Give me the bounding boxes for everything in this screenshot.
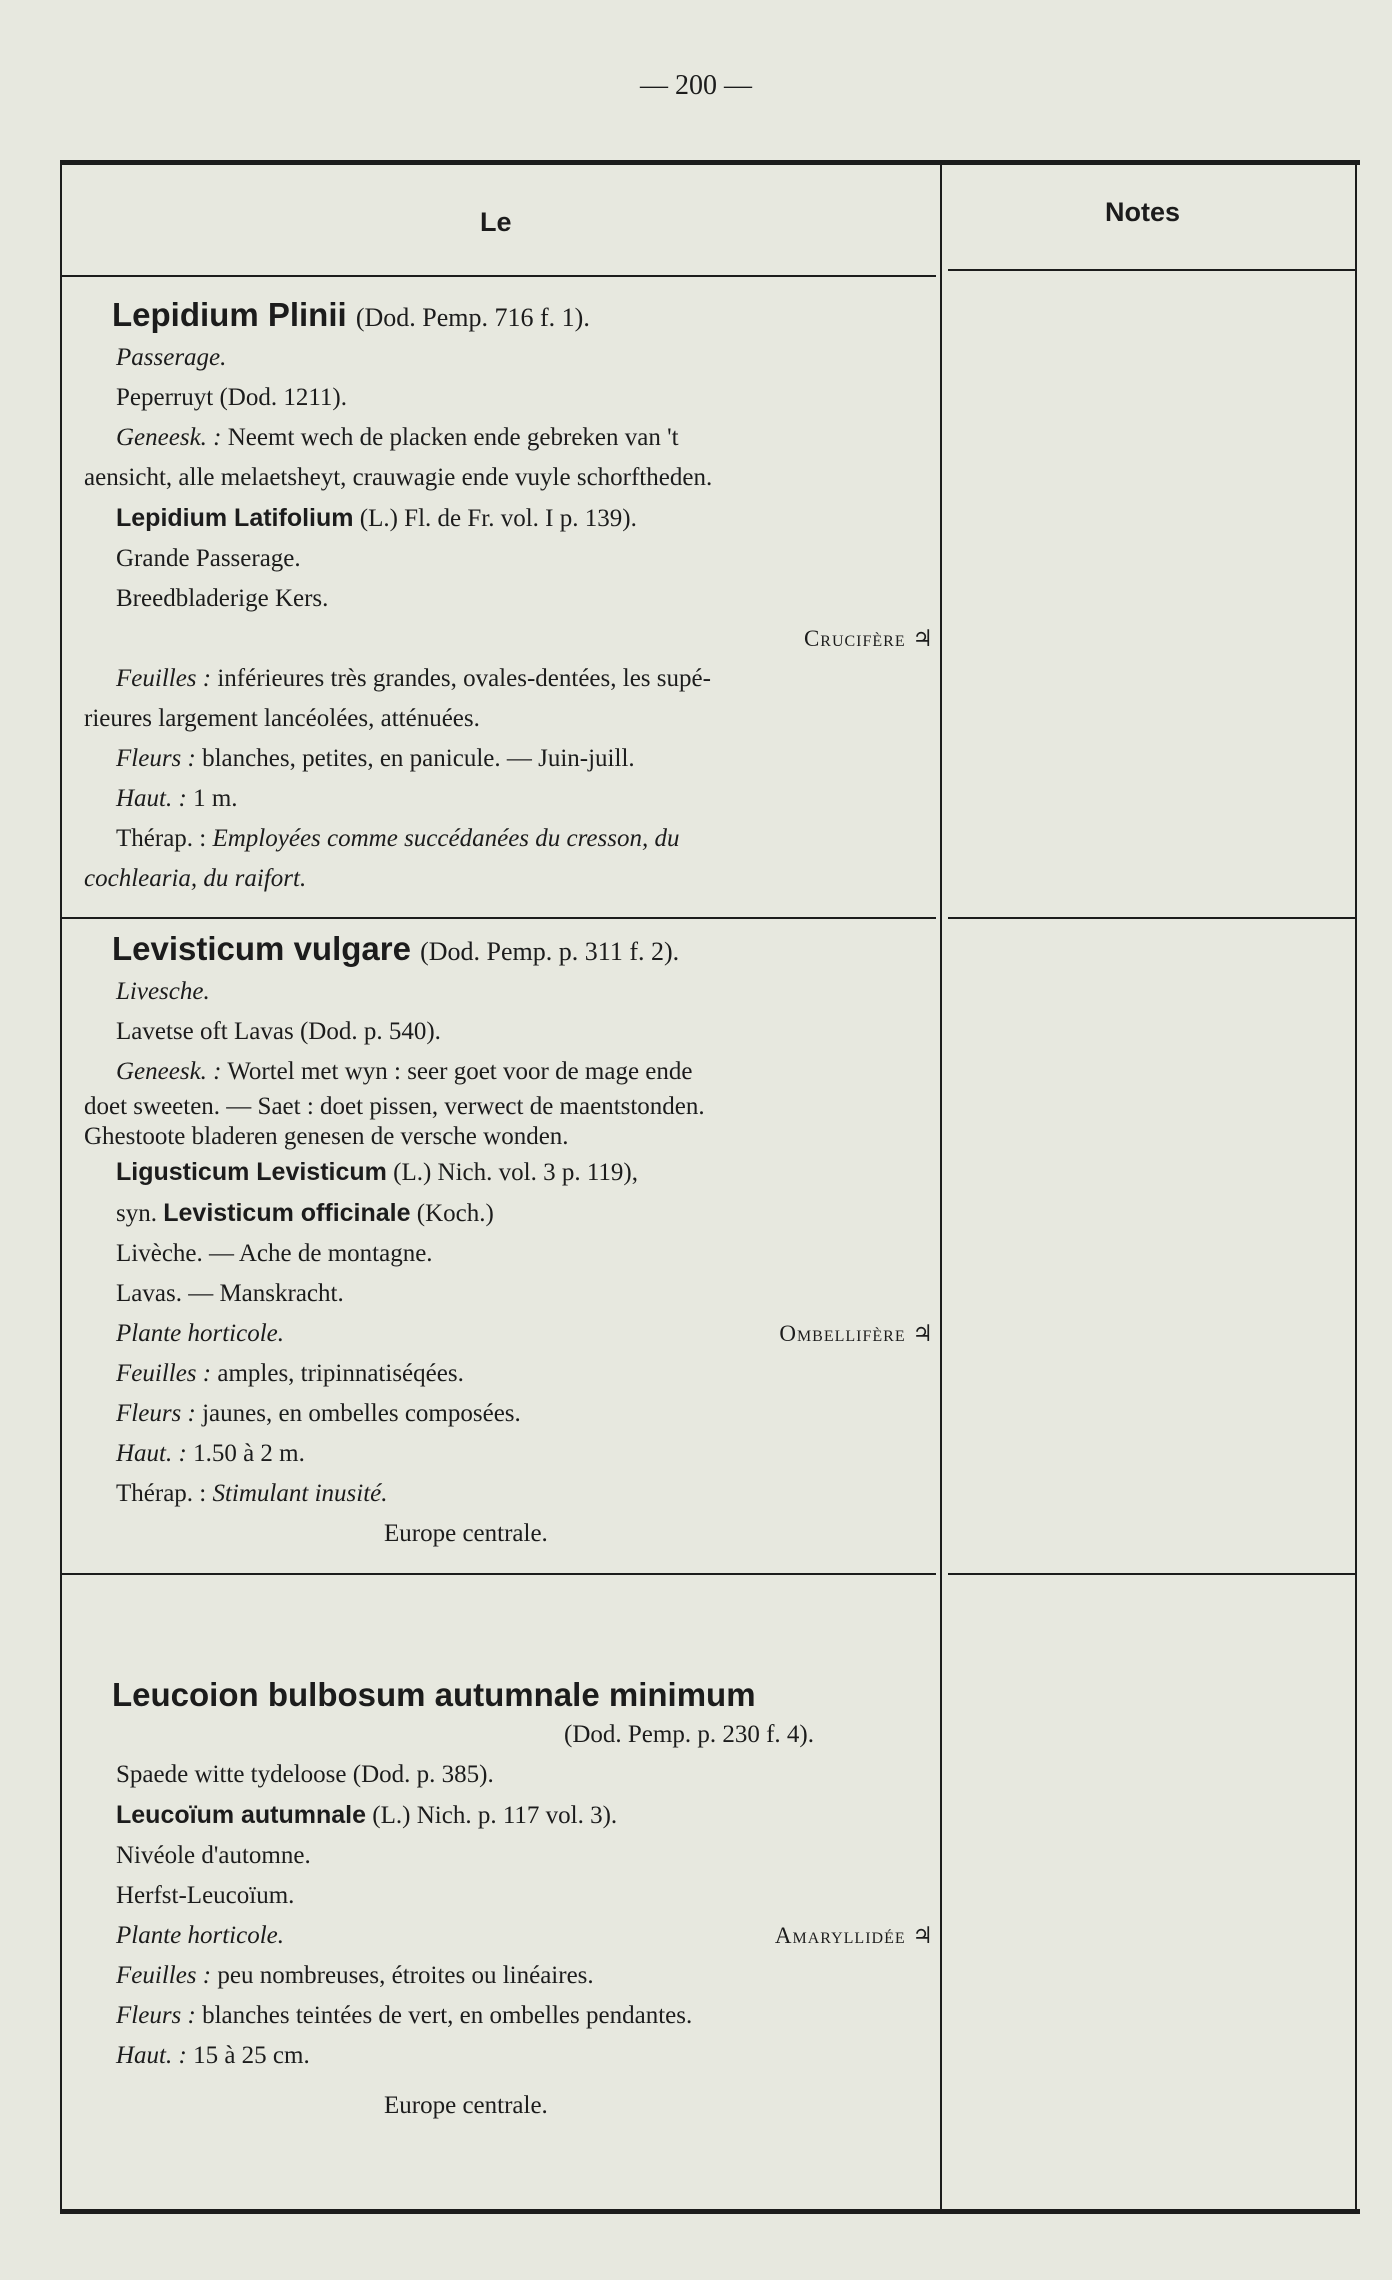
column-header-notes: Notes	[1105, 197, 1181, 227]
entry-line: Feuilles : amples, tripinnatiséqées.	[116, 1360, 464, 1387]
entry-lepidium-plinii	[84, 295, 964, 899]
column-header-le: Le	[480, 207, 512, 237]
entry-title: Leucoion bulbosum autumnale minimum	[112, 1676, 756, 1713]
entry-title: Lepidium Plinii (Dod. Pemp. 716 f. 1).	[112, 296, 590, 333]
species-name: Ligusticum Levisticum	[116, 1158, 387, 1186]
entry-line: Geneesk. : Wortel met wyn : seer goet voor de mage ende	[116, 1058, 693, 1085]
entry-line: Geneesk. : Neemt wech de placken ende gebreken van 't	[116, 424, 679, 451]
entry-line: Spaede witte tydeloose (Dod. p. 385).	[116, 1761, 494, 1788]
entry-line: Thérap. : Stimulant inusité.	[116, 1480, 388, 1507]
entry-line: Feuilles : inférieures très grandes, ovales-dentées, les supé-	[116, 665, 711, 692]
entry-line: Fleurs : blanches, petites, en panicule. — Juin-juill.	[116, 745, 635, 772]
plant-family: Amaryllidée ♃	[774, 1923, 934, 1948]
line-label: Plante horticole.	[116, 1320, 285, 1347]
entry-line: syn. Levisticum officinale (Koch.)	[116, 1199, 494, 1227]
species-name: Leucoïum autumnale	[116, 1801, 367, 1829]
entry-line: Thérap. : Employées comme succédanées du cresson, du	[116, 825, 680, 852]
entry-line: Grande Passerage.	[116, 545, 301, 572]
entry-line: aensicht, alle melaetsheyt, crauwagie ende vuyle schorftheden.	[84, 464, 713, 491]
entry-line: Fleurs : jaunes, en ombelles composées.	[116, 1400, 521, 1427]
line-label: Feuilles :	[116, 1962, 212, 1989]
line-label: Haut. :	[116, 1440, 187, 1467]
line-label: Thérap. :	[116, 1480, 207, 1507]
header-divider-left	[60, 275, 936, 277]
entry-line	[116, 1916, 964, 1956]
plant-family: Ombellifère ♃	[779, 1321, 934, 1346]
entry-title-reference: (Dod. Pemp. p. 311 f. 2).	[420, 937, 680, 966]
line-label: Feuilles :	[116, 1360, 212, 1387]
page-number: — 200 —	[640, 70, 752, 101]
region: Europe centrale.	[384, 2092, 548, 2119]
entry-line: Livesche.	[116, 978, 210, 1005]
entry-line: Livèche. — Ache de montagne.	[116, 1240, 433, 1267]
entry-line	[116, 1314, 964, 1354]
entry-line: Lavetse oft Lavas (Dod. p. 540).	[116, 1018, 441, 1045]
entry-divider-right	[948, 1573, 1355, 1575]
entry-line: Fleurs : blanches teintées de vert, en ombelles pendantes.	[116, 2002, 693, 2029]
entry-line: Breedbladerige Kers.	[116, 585, 329, 612]
entry-divider-left	[60, 917, 936, 919]
entry-line: Feuilles : peu nombreuses, étroites ou linéaires.	[116, 1962, 594, 1989]
entry-line: Haut. : 1 m.	[116, 785, 238, 812]
entry-line: Nivéole d'automne.	[116, 1842, 311, 1869]
line-label: Fleurs :	[116, 745, 196, 772]
entry-line: Ligusticum Levisticum (L.) Nich. vol. 3 p. 119),	[116, 1158, 639, 1186]
line-label: Fleurs :	[116, 1400, 196, 1427]
entry-line: Leucoïum autumnale (L.) Nich. p. 117 vol. 3).	[116, 1801, 618, 1829]
entry-title-reference: (Dod. Pemp. p. 230 f. 4).	[564, 1721, 814, 1748]
line-label: Fleurs :	[116, 2002, 196, 2029]
entry-title: Levisticum vulgare (Dod. Pemp. p. 311 f. 2).	[112, 930, 680, 967]
entry-line: Ghestoote bladeren genesen de versche wonden.	[84, 1123, 569, 1150]
entry-line: Peperruyt (Dod. 1211).	[116, 384, 347, 411]
line-label: Haut. :	[116, 785, 187, 812]
line-label: Feuilles :	[116, 665, 212, 692]
entry-leucoion-bulbosum	[84, 1675, 964, 2126]
table-right-border	[1355, 165, 1357, 2209]
entry-line: doet sweeten. — Saet : doet pissen, verwect de maentstonden.	[84, 1093, 705, 1120]
line-label: Geneesk. :	[116, 1058, 222, 1085]
entry-divider-right	[948, 917, 1355, 919]
table-left-border	[60, 165, 62, 2209]
entry-title-reference: (Dod. Pemp. 716 f. 1).	[355, 303, 590, 332]
line-label: Plante horticole.	[116, 1922, 285, 1949]
line-label: Haut. :	[116, 2042, 187, 2069]
species-name: Levisticum officinale	[163, 1199, 411, 1227]
entry-line: cochlearia, du raifort.	[84, 865, 307, 892]
header-divider-right	[948, 269, 1355, 271]
entry-line: Lavas. — Manskracht.	[116, 1280, 344, 1307]
entry-line: Herfst-Leucoïum.	[116, 1882, 295, 1909]
region: Europe centrale.	[384, 1520, 548, 1547]
herbal-table	[60, 160, 1360, 2214]
entry-line: rieures largement lancéolées, atténuées.	[84, 705, 480, 732]
entry-line: Lepidium Latifolium (L.) Fl. de Fr. vol. I p. 139).	[116, 504, 637, 532]
plant-family: Crucifère ♃	[803, 626, 934, 651]
entry-line: Haut. : 15 à 25 cm.	[116, 2042, 310, 2069]
species-name: Lepidium Latifolium	[116, 504, 354, 532]
line-label: Geneesk. :	[116, 424, 222, 451]
entry-levisticum-vulgare	[84, 929, 964, 1554]
entry-line: Haut. : 1.50 à 2 m.	[116, 1440, 305, 1467]
line-label: Thérap. :	[116, 825, 207, 852]
entry-divider-left	[60, 1573, 936, 1575]
entry-line: Passerage.	[116, 344, 227, 371]
